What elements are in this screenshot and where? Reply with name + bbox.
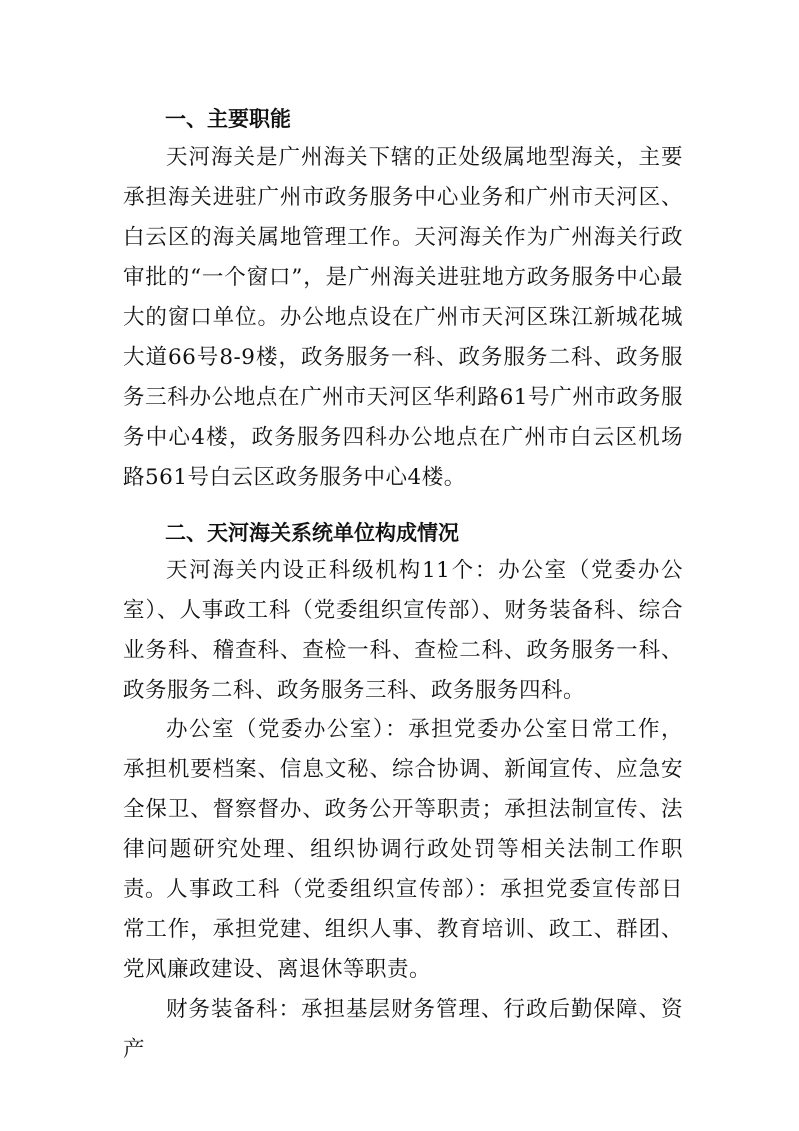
office-duties-paragraph: 办公室（党委办公室）：承担党委办公室日常工作，承担机要档案、信息文秘、综合协调、新闻宣传、应急安全保卫、督察督办、政务公开等职责；承担法制宣传、法律问题研究处理、组织协调行政处罚等相关法制工作职责。 bbox=[123, 717, 683, 902]
personnel-duties-paragraph: 人事政工科（党委组织宣传部）：承担党委宣传部日常工作，承担党建、组织人事、教育培训、政工、群团、党风廉政建设、离退休等职责。 bbox=[123, 877, 683, 982]
finance-duties-paragraph: 财务装备科：承担基层财务管理、行政后勤保障、资产 bbox=[123, 997, 683, 1062]
section-heading-main-functions: 一、主要职能 bbox=[165, 107, 291, 131]
internal-departments-paragraph: 天河海关内设正科级机构11个：办公室（党委办公室）、人事政工科（党委组织宣传部）、财务装备科、综合业务科、稽查科、查检一科、查检二科、政务服务一科、政务服务二科、政务服务三科、政务服务四科。 bbox=[123, 558, 683, 703]
main-functions-paragraph: 天河海关是广州海关下辖的正处级属地型海关，主要承担海关进驻广州市政务服务中心业务和广州市天河区、白云区的海关属地管理工作。天河海关作为广州海关行政审批的“一个窗口”，是广州海关进驻地方政务服务中心最大的窗口单位。办公地点设在广州市天河区珠江新城花城大道66号8-9楼，政务服务一科、政务服务二科、政务服务三科办公地点在广州市天河区华利路61号广州市政务服务中心4楼，政务服务四科办公地点在广州市白云区机场路561号白云区政务服务中心4楼。 bbox=[123, 145, 683, 490]
section-heading-unit-composition: 二、天河海关系统单位构成情况 bbox=[165, 521, 459, 545]
